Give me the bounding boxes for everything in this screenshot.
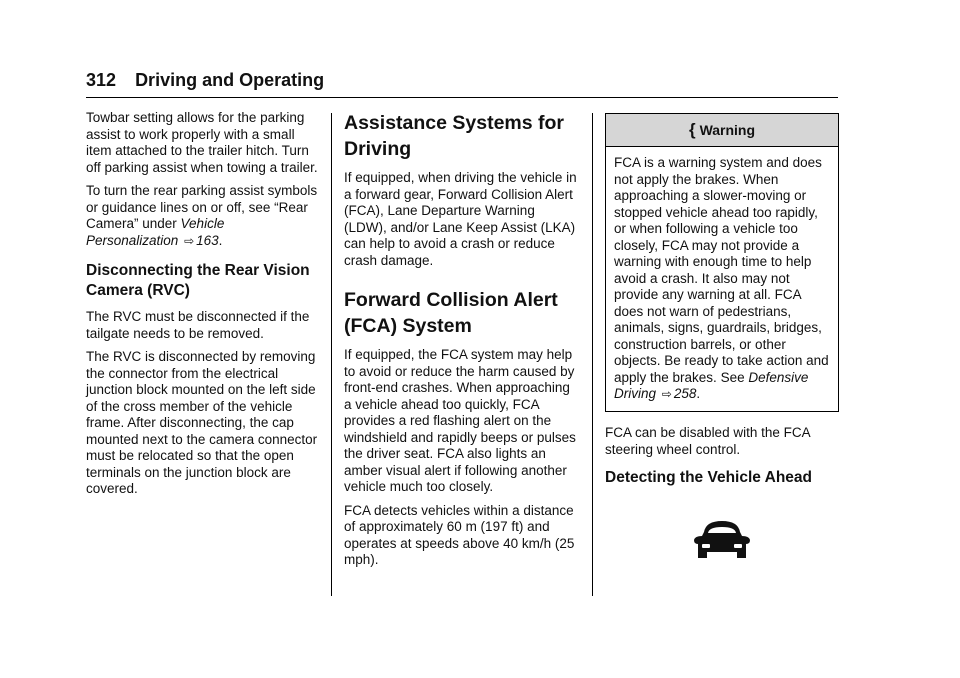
page-header bbox=[86, 70, 324, 91]
page-ref-arrow-icon: ⇨ bbox=[661, 387, 672, 401]
warning-brace-icon: { bbox=[688, 120, 696, 139]
page-ref-number[interactable]: 163 bbox=[196, 232, 219, 248]
warning-title: Warning bbox=[699, 122, 756, 138]
period: . bbox=[218, 232, 223, 248]
warning-text: FCA is a warning system and does not apply the brakes. When approaching a slower-moving or stopped vehicle ahead too rapidly, or when following a vehicle too closely, FCA may not provide a warning with enough time to help avoid a crash. It also may not provide any warning at all. FCA does not warn of pedestrians, animals, signs, guardrails, bridges, construction barrels, or other objects. Be ready to take action and apply the brakes. See bbox=[614, 155, 829, 385]
fca-detection-paragraph: FCA detects vehicles within a distance of approximately 60 m (197 ft) and operates at speeds above 40 km/h (25 mph). bbox=[344, 502, 575, 567]
detecting-vehicle-heading: Detecting the Vehicle Ahead bbox=[605, 469, 813, 486]
disconnecting-rvc-heading: Disconnecting the Rear Vision Camera (RVC) bbox=[86, 262, 310, 299]
rvc-removal-paragraph: The RVC must be disconnected if the tailgate needs to be removed. bbox=[86, 309, 310, 341]
assistance-paragraph: If equipped, when driving the vehicle in a forward gear, Forward Collision Alert (FCA), Lane Departure Warning (LDW), and/or Lane Keep Assist (LKA) can help to avoid a crash or reduce crash damage. bbox=[344, 170, 577, 268]
column-left bbox=[86, 110, 320, 505]
section-title: Driving and Operating bbox=[135, 70, 325, 90]
defensive-driving-link[interactable]: Defensive Driving bbox=[614, 369, 809, 401]
warning-body bbox=[606, 147, 838, 411]
rvc-disconnect-paragraph: The RVC is disconnected by removing the connector from the electrical junction block mounted on the left side of the cross member of the vehicle frame. After disconnecting, the cap mounted next to the camera connector must be relocated so that the open terminals on the junction block are covered. bbox=[86, 349, 318, 496]
rear-parking-paragraph bbox=[86, 183, 320, 249]
vehicle-personalization-link[interactable]: Vehicle Personalization bbox=[86, 216, 225, 248]
fca-disable-paragraph: FCA can be disabled with the FCA steering wheel control. bbox=[605, 425, 810, 457]
header-rule bbox=[86, 97, 838, 98]
warning-header bbox=[606, 114, 838, 147]
column-right-lower bbox=[605, 425, 839, 496]
column-middle bbox=[344, 110, 579, 576]
assistance-systems-heading: Assistance Systems for Driving bbox=[344, 112, 565, 160]
towbar-paragraph: Towbar setting allows for the parking assist to work properly with a small item attached to the trailer hitch. Turn off parking assist when towing a trailer. bbox=[86, 110, 318, 175]
warning-box bbox=[605, 113, 839, 412]
rear-parking-text: To turn the rear parking assist symbols or guidance lines on or off, see “Rear Camera” under bbox=[86, 183, 318, 231]
page-ref-arrow-icon: ⇨ bbox=[184, 233, 195, 248]
fca-system-heading: Forward Collision Alert (FCA) System bbox=[344, 289, 558, 337]
column-divider-2 bbox=[592, 113, 593, 596]
fca-intro-paragraph: If equipped, the FCA system may help to avoid or reduce the harm caused by front-end crashes. When approaching a vehicle ahead too quickly, FCA provides a red flashing alert on the windshield and rapidly beeps or pulses the driver seat. FCA also lights an amber visual alert if following another vehicle much too closely. bbox=[344, 347, 576, 494]
column-divider-1 bbox=[331, 113, 332, 596]
page-ref-number[interactable]: 258 bbox=[673, 386, 697, 401]
period: . bbox=[696, 386, 701, 401]
page-number: 312 bbox=[86, 70, 117, 90]
vehicle-ahead-icon bbox=[690, 518, 754, 568]
